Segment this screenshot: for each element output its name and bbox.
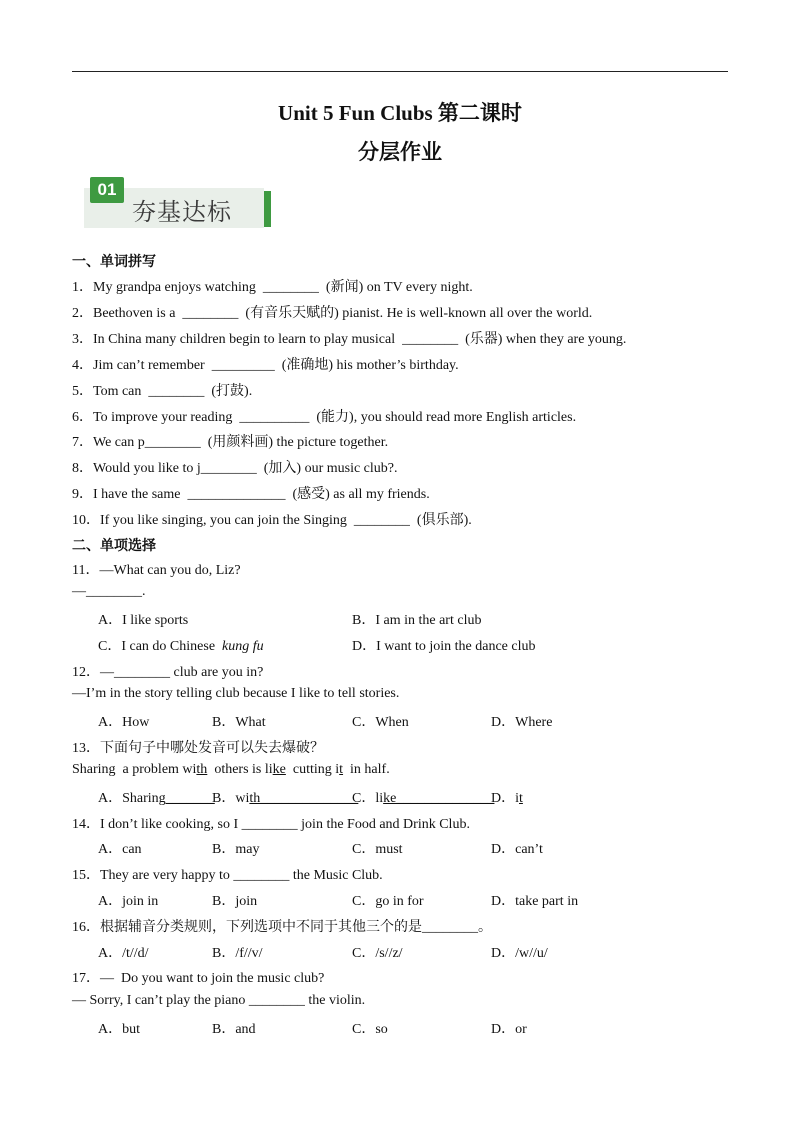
spelling-item-10: 10．If you like singing, you can join the Singing ________ (俱乐部). [72,513,472,528]
page-subtitle: 分层作业 [358,140,442,164]
page-title: Unit 5 Fun Clubs 第二课时 [278,101,522,125]
spelling-item-6: 6．To improve your reading __________ (能力), you should read more English articles. [72,410,577,425]
spelling-item-8: 8．Would you like to j________ (加入) our music club?. [72,461,398,476]
q11-answer-line: —________. [72,584,146,599]
q14-option-c: C．must [352,842,403,857]
badge-number: 01 [90,177,124,203]
q12-stem: 12．—________ club are you in? [72,665,264,680]
q12-option-c: C．When [352,715,409,730]
header-rule [72,71,728,72]
q11-option-c: C．I can do Chinese kung fu [98,639,264,654]
q11-option-b: B．I am in the art club [352,613,482,628]
q11-stem: 11．—What can you do, Liz? [72,563,241,578]
badge-bar [264,191,271,227]
q13-option-b: B．with______________ [212,791,359,806]
q16-stem: 16．根据辅音分类规则，下列选项中不同于其他三个的是________。 [72,920,492,935]
spelling-item-7: 7．We can p________ (用颜料画) the picture together. [72,435,389,450]
badge-label: 夯基达标 [132,198,232,226]
q15-option-d: D．take part in [491,894,579,909]
q17-stem: 17．— Do you want to join the music club? [72,971,325,986]
q17-option-b: B．and [212,1022,256,1037]
q15-option-b: B．join [212,894,258,909]
q12-option-b: B．What [212,715,266,730]
q13-option-c: C．like______________ [352,791,495,806]
spelling-item-2: 2．Beethoven is a ________ (有音乐天赋的) pianist. He is well-known all over the world. [72,306,593,321]
q11-kungfu: kung fu [222,639,264,654]
q12-option-d: D．Where [491,715,553,730]
q15-stem: 15．They are very happy to ________ the Music Club. [72,868,383,883]
q17-option-d: D．or [491,1022,527,1037]
q16-option-a: A．/t//d/ [98,946,149,961]
spelling-item-5: 5．Tom can ________ (打鼓). [72,384,253,399]
q14-option-b: B．may [212,842,260,857]
q17-option-a: A．but [98,1022,140,1037]
spelling-item-9: 9．I have the same ______________ (感受) as all my friends. [72,487,430,502]
q17-option-c: C．so [352,1022,388,1037]
q13-stem: 13．下面句子中哪处发音可以失去爆破？ [72,741,324,756]
q13-option-d: D．it [491,791,523,806]
spelling-item-1: 1．My grandpa enjoys watching ________ (新闻) on TV every night. [72,280,473,295]
q11-option-d: D．I want to join the dance club [352,639,536,654]
q15-option-c: C．go in for [352,894,424,909]
q15-option-a: A．join in [98,894,159,909]
q16-option-c: C．/s//z/ [352,946,403,961]
section-badge [84,175,274,231]
q13-option-a: A．Sharing_______ [98,791,215,806]
section-heading-choice: 二、单项选择 [72,539,156,554]
spelling-item-3: 3．In China many children begin to learn to play musical ________ (乐器) when they are young. [72,332,627,347]
q14-option-d: D．can’t [491,842,543,857]
q14-stem: 14．I don’t like cooking, so I ________ join the Food and Drink Club. [72,817,470,832]
q14-option-a: A．can [98,842,142,857]
q16-option-b: B．/f//v/ [212,946,263,961]
q13-sentence: Sharing a problem with others is like cutting it in half. [72,762,390,777]
q12-option-a: A．How [98,715,150,730]
q11-option-a: A．I like sports [98,613,189,628]
q16-option-d: D．/w//u/ [491,946,548,961]
spelling-item-4: 4．Jim can’t remember _________ (准确地) his mother’s birthday. [72,358,459,373]
q12-line2: —I’m in the story telling club because I like to tell stories. [72,686,400,701]
section-heading-spelling: 一、单词拼写 [72,255,156,270]
q17-line2: — Sorry, I can’t play the piano ________ the violin. [72,993,366,1008]
